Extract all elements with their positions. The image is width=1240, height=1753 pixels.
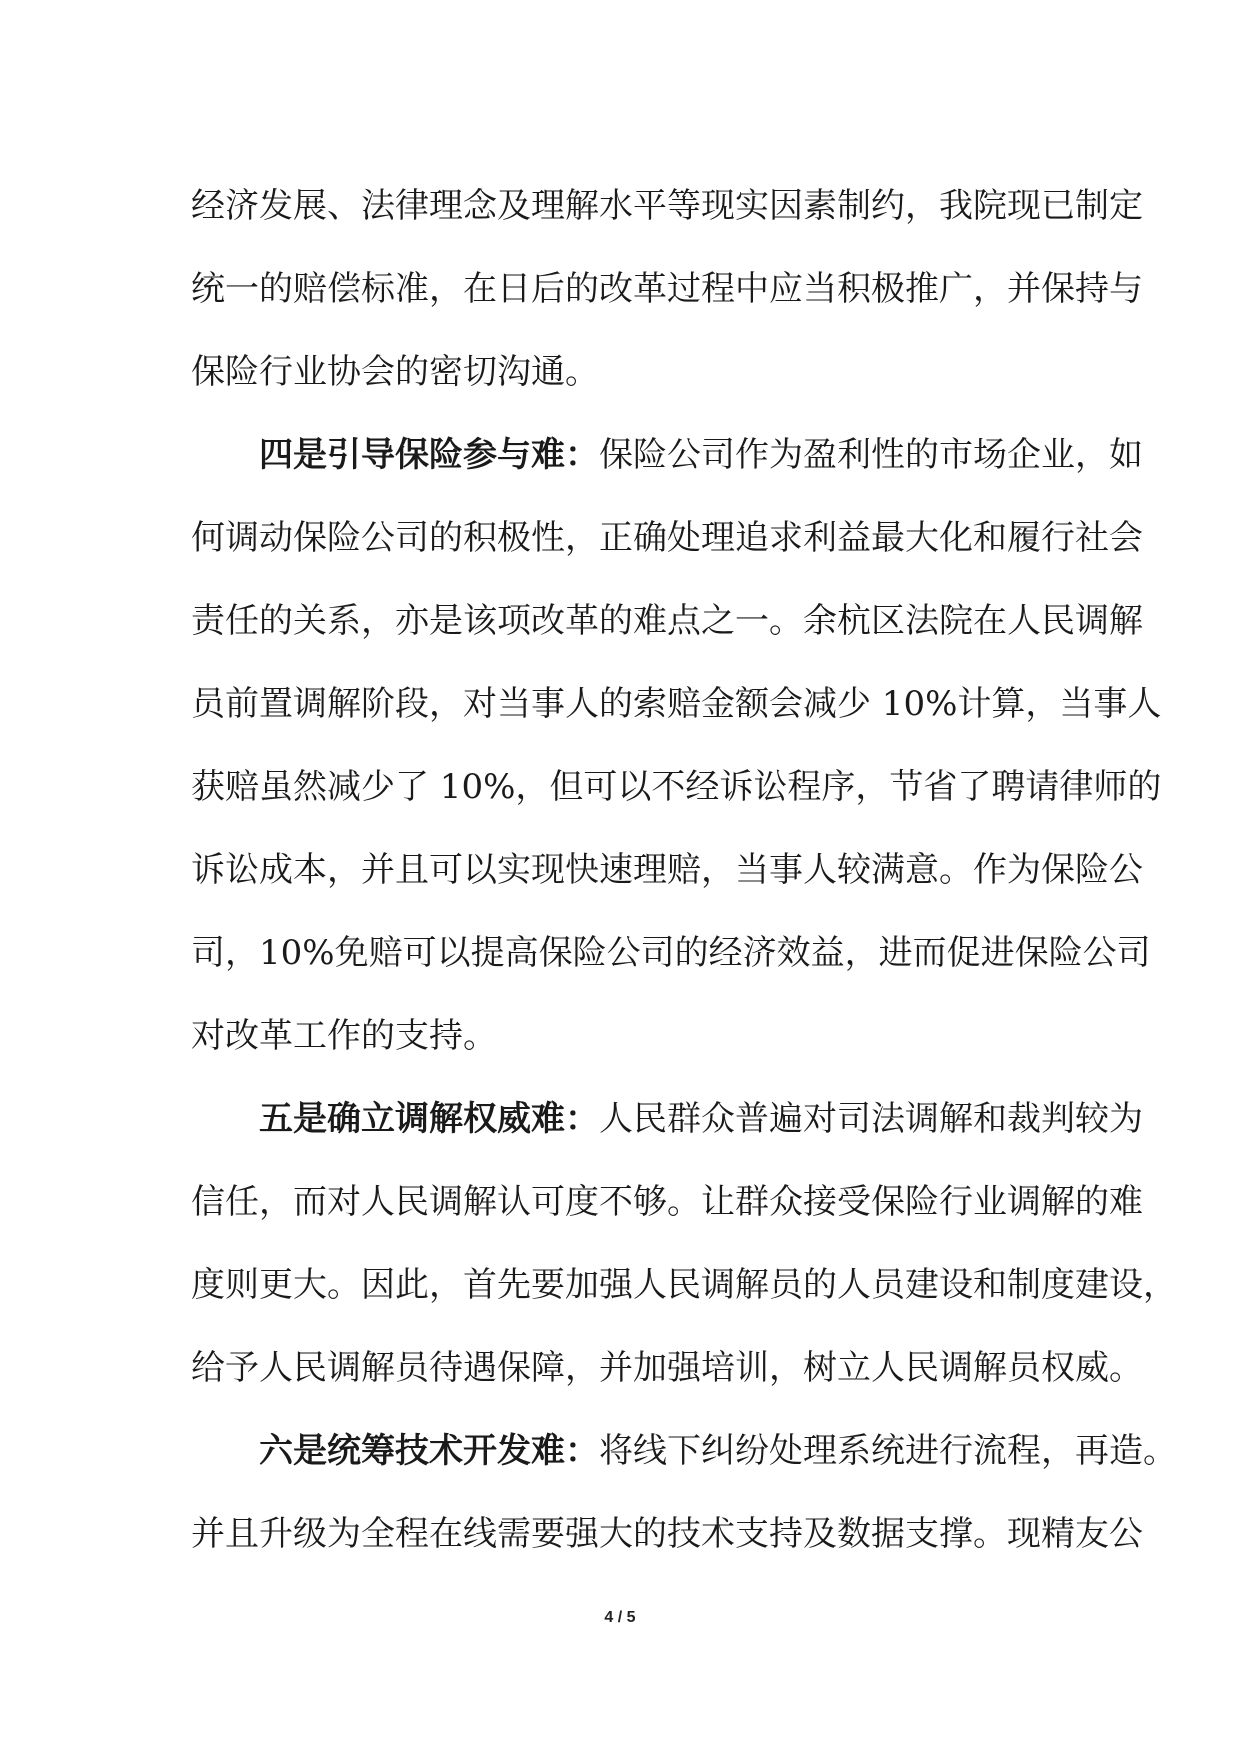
paragraph-line: 何调动保险公司的积极性，正确处理追求利益最大化和履行社会 (191, 518, 1143, 558)
paragraph-line: 度则更大。因此，首先要加强人民调解员的人员建设和制度建设， (191, 1265, 1177, 1305)
paragraph-line: 司，10%免赔可以提高保险公司的经济效益，进而促进保险公司 (191, 933, 1151, 973)
paragraph-line: 获赔虽然减少了 10%，但可以不经诉讼程序，节省了聘请律师的 (191, 767, 1162, 807)
paragraph-first-line (191, 1078, 1143, 1161)
paragraph-line: 对改革工作的支持。 (191, 1016, 497, 1056)
section-heading: 四是引导保险参与难： (259, 435, 599, 475)
paragraph-line: 保险行业协会的密切沟通。 (191, 352, 599, 392)
paragraph-line: 诉讼成本，并且可以实现快速理赔，当事人较满意。作为保险公 (191, 850, 1143, 890)
paragraph-text: 将线下纠纷处理系统进行流程，再造。 (599, 1431, 1177, 1471)
paragraph-text: 人民群众普遍对司法调解和裁判较为 (599, 1099, 1143, 1139)
paragraph-line: 并且升级为全程在线需要强大的技术支持及数据支撑。现精友公 (191, 1514, 1143, 1554)
section-heading: 六是统筹技术开发难： (259, 1431, 599, 1471)
paragraph-line: 给予人民调解员待遇保障，并加强培训，树立人民调解员权威。 (191, 1348, 1143, 1388)
paragraph-line: 经济发展、法律理念及理解水平等现实因素制约，我院现已制定 (191, 186, 1143, 226)
paragraph-line: 统一的赔偿标准，在日后的改革过程中应当积极推广，并保持与 (191, 269, 1143, 309)
paragraph-line: 员前置调解阶段，对当事人的索赔金额会减少 10%计算，当事人 (191, 684, 1162, 724)
paragraph-line: 责任的关系，亦是该项改革的难点之一。余杭区法院在人民调解 (191, 601, 1143, 641)
paragraph-first-line (191, 1410, 1177, 1493)
page-number: 4 / 5 (604, 1609, 636, 1626)
section-heading: 五是确立调解权威难： (259, 1099, 599, 1139)
paragraph-text: 保险公司作为盈利性的市场企业，如 (599, 435, 1143, 475)
paragraph-line: 信任，而对人民调解认可度不够。让群众接受保险行业调解的难 (191, 1182, 1143, 1222)
paragraph-first-line (191, 414, 1143, 497)
document-body (191, 165, 1177, 1576)
